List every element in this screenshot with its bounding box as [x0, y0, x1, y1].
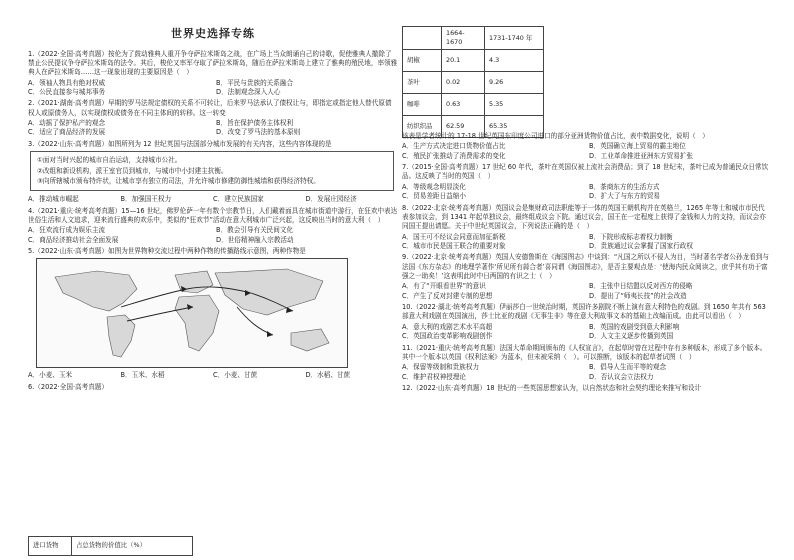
q3-option-c[interactable]: C．建立民族国家: [213, 195, 264, 204]
q11-option-c[interactable]: C．维护君权神授理论: [402, 372, 466, 381]
q6-options: [402, 142, 770, 161]
q4-option-c[interactable]: C．商品经济推动社会全面发展: [28, 235, 119, 244]
q10-option-d[interactable]: D．人文主义逐步传播到英国: [589, 332, 674, 341]
q3-box-line-1: ①面对当时兴起的城市自治运动，支持城市公社。: [37, 156, 182, 165]
q4-options: [28, 226, 398, 245]
q7-option-b[interactable]: B．茶商东方的生活方式: [589, 182, 660, 191]
q3-box-line-3: ③向所辖城市颁布特许状，让城市享有独立的司法，并允许城市修建防御性城墙和获得经济特权。: [37, 176, 320, 185]
q7-options: [402, 183, 770, 202]
q3-source-box: [30, 151, 394, 191]
q2-options: [28, 119, 398, 138]
q6-head-col-1: 进口货物: [29, 537, 72, 556]
q11-options: [402, 363, 770, 382]
q1-options: [28, 79, 398, 98]
q8-option-a[interactable]: A．国王可不经议会同意而加征新税: [402, 232, 506, 241]
q7-option-c[interactable]: C．贸易差距日益缩小: [402, 192, 466, 201]
q2-option-c[interactable]: C．适应了商品经济的发展: [28, 128, 106, 137]
page-title: 世界史选择专练: [171, 27, 255, 40]
q10-option-a[interactable]: A．意大利的戏剧艺术水平高超: [402, 322, 493, 331]
q11-option-b[interactable]: B．倡导人生而平等的观念: [589, 363, 667, 372]
q1-option-a[interactable]: A．领袖人物具有绝对权威: [28, 78, 106, 87]
q6-caption: 该表是学者统计的 17-18 世纪英国东印度公司进口的部分亚洲货物价值占比，表中数据变化，说明（ ）: [402, 132, 709, 140]
q7-stem: 7.（2015·全国·高考真题）17 世纪 60 年代，茶叶在英国仅被上流社会消费品；到了 18 世纪末，茶叶已成为普通民众日常饮品。这反映了当时的英国（ ）: [402, 163, 769, 181]
q5-option-d[interactable]: D．水稻、甘蔗: [305, 371, 351, 380]
table-cell: 0.63: [442, 94, 485, 116]
q9-option-c[interactable]: C．产生了反对封建专制的思想: [402, 291, 493, 300]
table-cell: 纺织织品: [403, 116, 442, 138]
table-cell: 9.26: [485, 72, 544, 94]
q10-stem: 10.（2022·湖北·统考高考真题）伊丽莎白一世统治时期，英国许多剧院不断上演有意大利特色的戏剧。到 1650 年共有 563 部意大利戏剧在英国演出，莎士比亚的戏剧《无事生非》等在意大利故事文本的基础上改编而成。由此可以看出（ ）: [402, 303, 766, 321]
q5-option-b[interactable]: B．玉米、水稻: [120, 371, 165, 380]
q9-options: [402, 282, 770, 301]
q11-option-a[interactable]: A．保留等级制和贵族权力: [402, 363, 480, 372]
q3-option-a[interactable]: A．推动城市崛起: [28, 195, 79, 204]
table-cell: 4.3: [485, 50, 544, 72]
table-cell: 0.02: [442, 72, 485, 94]
q6-option-c[interactable]: C．殖民扩张推动了消费需求的变化: [402, 151, 506, 160]
q1-stem: 1.（2022·全国·高考真题）按伦为了鼓动雅典人重开争夺萨拉米斯岛之战，在广场上当众朗诵自己的诗歌，促使雅典人撤除了禁止公民提议争夺萨拉米斯岛的法令。其后，梭伦又率军夺取了萨拉米斯岛，随后在萨拉米斯岛上建立了雅典的殖民地，率领雅典人在萨拉米斯岛……这一现象出现的主要原因是（ ）: [28, 49, 398, 77]
q4-stem: 4.（2021·重庆·统考高考真题）15—16 世纪，佛罗伦萨一年有数个宗教节日，人们戴着面具在城市街道中游行，在狂欢中表达世俗生活和人文追求，迎来流行盛典的欢乐中，类似的“狂欢节”活动在意大利城市广泛兴起，这反映出当时的意大利（ ）: [28, 206, 398, 224]
q5-stem: 5.（2022·山东·高考真题）如图为世界物种交流过程中两种作物的传播路线示意图，两种作物是: [28, 247, 306, 256]
q10-option-c[interactable]: C．英国政治变革影响戏剧创作: [402, 332, 493, 341]
q8-option-c[interactable]: C．城市市民是国王联合的重要对象: [402, 241, 506, 250]
q2-option-d[interactable]: D．改变了罗马法的基本原则: [216, 128, 301, 137]
world-map-figure: [36, 258, 348, 368]
q6-head-col-2: 占总货物的价值比（%）: [72, 537, 193, 556]
q2-option-a[interactable]: A．动摇了保护私产的观念: [28, 119, 106, 128]
right-column: [402, 132, 770, 394]
table-cell: 62.59: [442, 116, 485, 138]
q7-option-d[interactable]: D．扩大了与东方的贸易: [589, 192, 661, 201]
q6-table-head: [28, 536, 193, 556]
q6-option-a[interactable]: A．生产方式决定进口货物价值占比: [402, 142, 506, 151]
q5-options: [28, 371, 398, 380]
left-column: [28, 0, 398, 393]
q5-option-c[interactable]: C．小麦、甘蔗: [213, 371, 258, 380]
table-cell: 茶叶: [403, 72, 442, 94]
q1-option-b[interactable]: B．平民与贵族的关系融合: [216, 78, 294, 87]
q1-option-d[interactable]: D．法制观念深入人心: [216, 88, 281, 97]
table-cell: 咖啡: [403, 94, 442, 116]
table-cell: 胡椒: [403, 50, 442, 72]
q4-option-d[interactable]: D．世俗精神融入宗教活动: [216, 235, 294, 244]
table-row: [403, 72, 544, 94]
table-cell: 1664-1670: [442, 27, 485, 50]
q4-option-a[interactable]: A．狂欢流行成为娱乐主流: [28, 226, 106, 235]
q9-option-a[interactable]: A．有了“开眼看世界”的意识: [402, 282, 486, 291]
q5-option-a[interactable]: A．小麦、玉米: [28, 371, 73, 380]
q8-stem: 8.（2022·北京·统考高考真题）英国议会是集财政司法职能等于一体的英国王朝机构并在英格兰，1265 年等士和城市市民代表参加议会，到 1341 年起单独议会，最终组成议会下院。通过议会，国王在一定程度上获得了金钱和人力的支持，而议会亦同国王提出请愿。关于中世纪英国议会，下列说法正确的是（ ）: [402, 203, 766, 231]
q11-stem: 11.（2021·重庆·统考高考真题）法国大革命期间颁布的《人权宣言》，在起草时曾在过程中存有多种版本，形成了多个版本。其中一个版本以英国《权利法案》为蓝本，但未被采纳（ ）。可以推断，该版本的起草者试图（ ）: [402, 343, 767, 361]
q6-stem: 6.（2022·全国·高考真题）: [28, 382, 109, 391]
q9-option-d[interactable]: D．提出了“师夷长技”的社会改造: [589, 291, 687, 300]
table-cell: 20.1: [442, 50, 485, 72]
q2-option-b[interactable]: B．旨在保护债务主体权利: [216, 119, 294, 128]
world-map-svg: [37, 259, 347, 367]
table-cell: [403, 27, 442, 50]
q11-option-d[interactable]: D．否认议会立法权力: [589, 372, 654, 381]
q7-option-a[interactable]: A．等级观念明显淡化: [402, 182, 466, 191]
q8-option-b[interactable]: B．下院形成标志着权力制衡: [589, 232, 673, 241]
q12-stem: 12.（2022·山东·高考真题）18 世纪的一些英国思想家认为，以自然状态和社会契约理论来推写和设计: [402, 383, 702, 392]
q2-stem: 2.（2021·湖南·高考真题）早期的罗马法规定债权的关系不可转让，后来罗马法承认了债权让与，即指定或指定他人替代原债权人或原债务人，以实现债权或债务在不同主体间的转移。这一转变: [28, 99, 392, 117]
table-cell: 65.35: [485, 116, 544, 138]
q8-option-d[interactable]: D．贵族通过议会掌握了国家行政权: [589, 241, 693, 250]
q10-options: [402, 323, 770, 342]
q3-option-d[interactable]: D．发展庄园经济: [305, 195, 357, 204]
q3-box-line-2: ②改组和新设机构，派王室官员到城市，与城市中小封建主抗衡。: [37, 166, 228, 175]
table-row: [403, 50, 544, 72]
table-row: [403, 94, 544, 116]
q6-option-d[interactable]: D．工业革命推进亚洲东方贸易扩张: [589, 151, 693, 160]
q9-option-b[interactable]: B．主张中日结盟以反对西方的侵略: [589, 282, 693, 291]
q3-option-b[interactable]: B．加强国王权力: [120, 195, 172, 204]
q3-stem: 3.（2022·山东·高考真题）如图所列为 12 世纪英国与法国部分城市发展的有关内容，这些内容体现的是: [28, 139, 332, 148]
q8-options: [402, 233, 770, 252]
q1-option-c[interactable]: C．公民直接参与城邦事务: [28, 88, 106, 97]
q6-option-b[interactable]: B．英国确立海上贸易的霸主地位: [589, 142, 686, 151]
q3-options: [28, 195, 398, 204]
table-cell: 5.35: [485, 94, 544, 116]
q9-stem: 9.（2022·北京·统考高考真题）英国人安德鲁斯在《海国图志》中谈到：“凡国之所以不侵人为目，当时著名学者公孙龙看到与法国《东方杂志》的地理学著作‘所见所有蒜合者’喜同谓《海国图志》，是否主要观点是：‘使海内民众阅读之，庶乎其有功于富强之一助矣！’这表明此时中日两国的有识之士（ ）: [402, 253, 769, 281]
table-header-row: [403, 27, 544, 50]
q10-option-b[interactable]: B．英国的戏剧受到意大利影响: [589, 322, 680, 331]
q4-option-b[interactable]: B．教会引导有关民间文化: [216, 226, 294, 235]
q6-data-table: [402, 26, 544, 138]
table-cell: 1731-1740 年: [485, 27, 544, 50]
